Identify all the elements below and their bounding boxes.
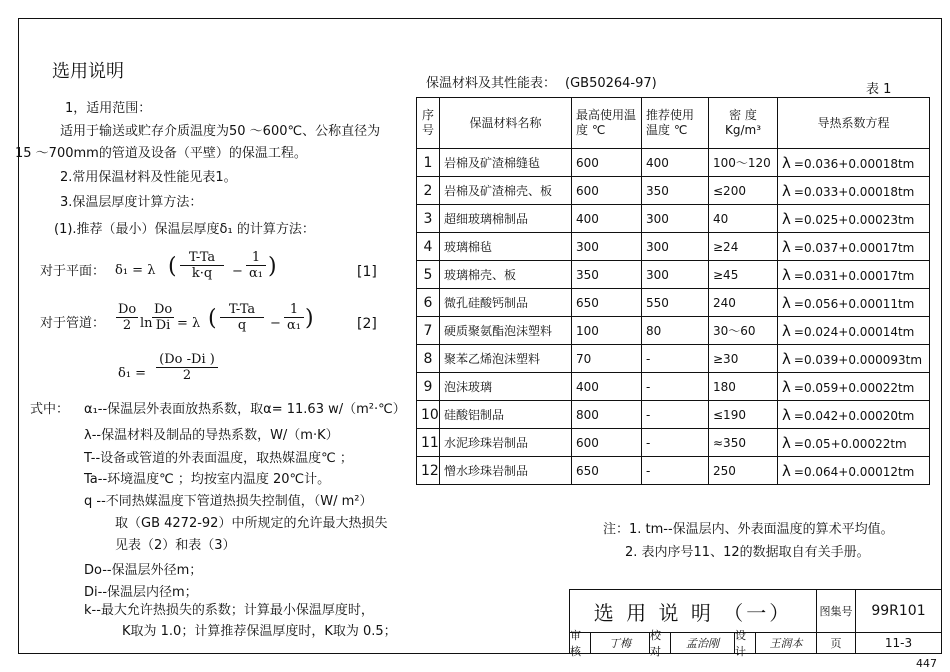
table-row bbox=[417, 205, 930, 233]
conductivity-expression: =0.037+0.00017tm bbox=[793, 240, 915, 255]
recommended-thickness-heading: (1).推荐（最小）保温层厚度δ₁ 的计算方法： bbox=[54, 222, 315, 237]
plane-num-2: 1 bbox=[246, 250, 266, 266]
page-label: 页 bbox=[816, 632, 856, 654]
row-max-temp: 800 bbox=[572, 401, 642, 429]
table-row bbox=[417, 149, 930, 177]
row-material-name: 憎水珍珠岩制品 bbox=[440, 457, 572, 485]
row-material-name: 微孔硅酸钙制品 bbox=[440, 289, 572, 317]
design-signature: 王润本 bbox=[755, 632, 817, 654]
col-density: 密 度 Kg/m³ bbox=[709, 98, 778, 149]
row-max-temp: 300 bbox=[572, 233, 642, 261]
def-q: q --不同热媒温度下管道热损失控制值，（W/ m²） bbox=[84, 494, 373, 509]
pipe-paren-open: ( bbox=[208, 306, 217, 331]
def-q-cont-1: 取（GB 4272-92）中所规定的允许最大热损失 bbox=[115, 516, 388, 531]
lambda-symbol: λ bbox=[782, 433, 791, 452]
plane-frac-2 bbox=[246, 250, 266, 281]
pipe-eq-sign: = λ bbox=[177, 316, 201, 331]
row-material-name: 硅酸铝制品 bbox=[440, 401, 572, 429]
row-density: ≤200 bbox=[709, 177, 778, 205]
col-conductivity: 导热系数方程 bbox=[778, 98, 930, 149]
row-density: 100～120 bbox=[709, 149, 778, 177]
pipe-do-2: Do bbox=[154, 302, 173, 317]
table-row bbox=[417, 401, 930, 429]
lambda-symbol: λ bbox=[782, 321, 791, 340]
row-conductivity-eq bbox=[778, 401, 930, 429]
atlas-number: 99R101 bbox=[855, 589, 942, 633]
pipe-num-1: T-Ta bbox=[220, 302, 264, 318]
pipe-eq-number: [2] bbox=[357, 316, 377, 332]
atlas-label: 图集号 bbox=[816, 589, 856, 633]
def-alpha: α₁--保温层外表面放热系数，取α= 11.63 w/（m²·℃） bbox=[84, 402, 406, 417]
conductivity-expression: =0.036+0.00018tm bbox=[793, 156, 915, 171]
row-max-temp: 350 bbox=[572, 261, 642, 289]
plane-minus: − bbox=[232, 264, 243, 279]
pipe-paren-close: ) bbox=[305, 306, 314, 331]
row-conductivity-eq bbox=[778, 289, 930, 317]
row-density: 40 bbox=[709, 205, 778, 233]
note-1: 注：1. tm--保温层内、外表面温度的算术平均值。 bbox=[603, 522, 894, 537]
row-rec-temp: - bbox=[642, 401, 709, 429]
lambda-symbol: λ bbox=[782, 293, 791, 312]
row-rec-temp: - bbox=[642, 457, 709, 485]
delta-lhs: δ₁ = bbox=[118, 366, 147, 381]
row-rec-temp: 300 bbox=[642, 205, 709, 233]
check-signature: 孟治刚 bbox=[670, 632, 735, 654]
row-no: 8 bbox=[417, 345, 440, 373]
row-conductivity-eq bbox=[778, 373, 930, 401]
row-conductivity-eq bbox=[778, 205, 930, 233]
conductivity-expression: =0.064+0.00012tm bbox=[793, 464, 915, 479]
review-signature: 丁梅 bbox=[590, 632, 650, 654]
row-rec-temp: 300 bbox=[642, 261, 709, 289]
row-density: 250 bbox=[709, 457, 778, 485]
lambda-symbol: λ bbox=[782, 461, 791, 480]
col-rec-temp: 推荐使用温度 ℃ bbox=[642, 98, 709, 149]
lambda-symbol: λ bbox=[782, 237, 791, 256]
row-no: 7 bbox=[417, 317, 440, 345]
lambda-symbol: λ bbox=[782, 209, 791, 228]
row-rec-temp: 300 bbox=[642, 233, 709, 261]
pipe-frac-1 bbox=[220, 302, 264, 333]
delta-den: 2 bbox=[182, 368, 192, 383]
pipe-di: Di bbox=[155, 318, 171, 333]
def-k-cont: K取为 1.0；计算推荐保温厚度时，K取为 0.5； bbox=[122, 624, 397, 639]
conductivity-expression: =0.056+0.00011tm bbox=[793, 296, 915, 311]
check-label: 校对 bbox=[649, 632, 671, 654]
plane-paren-close: ) bbox=[268, 254, 277, 279]
col-no: 序号 bbox=[417, 98, 440, 149]
design-label: 设计 bbox=[734, 632, 756, 654]
plane-label: 对于平面： bbox=[40, 264, 106, 279]
pipe-den-2: α₁ bbox=[287, 318, 301, 333]
plane-frac-1 bbox=[180, 250, 224, 281]
row-material-name: 泡沫玻璃 bbox=[440, 373, 572, 401]
lambda-symbol: λ bbox=[782, 153, 791, 172]
lambda-symbol: λ bbox=[782, 349, 791, 368]
scope-line-1: 适用于输送或贮存介质温度为50 ～600℃、公称直径为 bbox=[60, 124, 381, 139]
pipe-frac-2 bbox=[284, 302, 304, 333]
title-block bbox=[569, 589, 942, 658]
row-conductivity-eq bbox=[778, 317, 930, 345]
section-title: 选用说明 bbox=[52, 61, 124, 82]
row-density: ≈350 bbox=[709, 429, 778, 457]
def-lambda: λ--保温材料及制品的导热系数，W/（m·K） bbox=[84, 428, 339, 443]
table-row bbox=[417, 233, 930, 261]
row-conductivity-eq bbox=[778, 149, 930, 177]
row-density: 30～60 bbox=[709, 317, 778, 345]
table-row bbox=[417, 289, 930, 317]
pipe-frac-do2 bbox=[116, 302, 138, 333]
row-no: 10 bbox=[417, 401, 440, 429]
pipe-two: 2 bbox=[122, 318, 132, 333]
pipe-num-2: 1 bbox=[284, 302, 304, 318]
lambda-symbol: λ bbox=[782, 377, 791, 396]
row-density: ≥24 bbox=[709, 233, 778, 261]
table-header-row bbox=[417, 98, 930, 149]
row-material-name: 玻璃棉毡 bbox=[440, 233, 572, 261]
row-conductivity-eq bbox=[778, 261, 930, 289]
row-max-temp: 70 bbox=[572, 345, 642, 373]
row-max-temp: 100 bbox=[572, 317, 642, 345]
conductivity-expression: =0.031+0.00017tm bbox=[793, 268, 915, 283]
table-number: 表 1 bbox=[866, 82, 892, 97]
conductivity-expression: =0.033+0.00018tm bbox=[793, 184, 915, 199]
row-max-temp: 650 bbox=[572, 289, 642, 317]
table-row bbox=[417, 317, 930, 345]
row-conductivity-eq bbox=[778, 233, 930, 261]
row-rec-temp: - bbox=[642, 373, 709, 401]
row-material-name: 岩棉及矿渣棉缝毡 bbox=[440, 149, 572, 177]
row-material-name: 玻璃棉壳、板 bbox=[440, 261, 572, 289]
row-conductivity-eq bbox=[778, 345, 930, 373]
conductivity-expression: =0.025+0.00023tm bbox=[793, 212, 915, 227]
table-row bbox=[417, 177, 930, 205]
row-no: 2 bbox=[417, 177, 440, 205]
row-rec-temp: 80 bbox=[642, 317, 709, 345]
row-conductivity-eq bbox=[778, 177, 930, 205]
table-row bbox=[417, 261, 930, 289]
def-q-cont-2: 见表（2）和表（3） bbox=[115, 538, 236, 553]
def-k: k--最大允许热损失的系数；计算最小保温厚度时， bbox=[84, 603, 374, 618]
pipe-frac-dodi bbox=[152, 302, 174, 333]
pipe-ln: ln bbox=[140, 316, 153, 331]
table-standard: (GB50264-97) bbox=[565, 76, 657, 91]
row-density: ≥30 bbox=[709, 345, 778, 373]
row-rec-temp: 350 bbox=[642, 177, 709, 205]
row-material-name: 岩棉及矿渣棉壳、板 bbox=[440, 177, 572, 205]
conductivity-expression: =0.042+0.00020tm bbox=[793, 408, 915, 423]
row-no: 9 bbox=[417, 373, 440, 401]
scope-line-2: 15 ～700mm的管道及设备（平壁）的保温工程。 bbox=[15, 146, 307, 161]
row-material-name: 聚苯乙烯泡沫塑料 bbox=[440, 345, 572, 373]
conductivity-expression: =0.05+0.00022tm bbox=[793, 436, 907, 451]
page-number: 447 bbox=[916, 657, 937, 670]
lambda-symbol: λ bbox=[782, 265, 791, 284]
review-label: 审核 bbox=[569, 632, 591, 654]
row-no: 5 bbox=[417, 261, 440, 289]
row-conductivity-eq bbox=[778, 429, 930, 457]
def-di: Di--保温层内径m； bbox=[84, 585, 198, 600]
row-max-temp: 600 bbox=[572, 149, 642, 177]
table-row bbox=[417, 373, 930, 401]
row-material-name: 水泥珍珠岩制品 bbox=[440, 429, 572, 457]
row-rec-temp: - bbox=[642, 345, 709, 373]
materials-note: 2.常用保温材料及性能见表1。 bbox=[60, 170, 237, 185]
plane-num-1: T-Ta bbox=[180, 250, 224, 266]
table-row bbox=[417, 429, 930, 457]
row-density: 240 bbox=[709, 289, 778, 317]
def-ta: Ta--环境温度℃ ；均按室内温度 20℃计。 bbox=[84, 472, 331, 487]
plane-den-2: α₁ bbox=[249, 266, 263, 281]
pipe-label: 对于管道： bbox=[40, 316, 106, 331]
page-code: 11-3 bbox=[855, 632, 942, 654]
row-conductivity-eq bbox=[778, 457, 930, 485]
row-max-temp: 650 bbox=[572, 457, 642, 485]
def-t: T--设备或管道的外表面温度，取热媒温度℃ ； bbox=[84, 451, 353, 466]
where-label: 式中： bbox=[30, 402, 70, 417]
row-max-temp: 400 bbox=[572, 373, 642, 401]
thickness-method-heading: 3.保温层厚度计算方法： bbox=[60, 195, 203, 210]
col-max-temp: 最高使用温度 ℃ bbox=[572, 98, 642, 149]
row-no: 12 bbox=[417, 457, 440, 485]
row-rec-temp: 550 bbox=[642, 289, 709, 317]
row-no: 6 bbox=[417, 289, 440, 317]
table-row bbox=[417, 457, 930, 485]
pipe-den-1: q bbox=[237, 318, 247, 333]
plane-paren-open: ( bbox=[168, 254, 177, 279]
row-material-name: 硬质聚氨酯泡沫塑料 bbox=[440, 317, 572, 345]
conductivity-expression: =0.059+0.00022tm bbox=[793, 380, 915, 395]
row-max-temp: 400 bbox=[572, 205, 642, 233]
pipe-do: Do bbox=[118, 302, 137, 317]
conductivity-expression: =0.039+0.000093tm bbox=[793, 352, 923, 367]
plane-eq-number: [1] bbox=[357, 264, 377, 280]
pipe-minus: − bbox=[270, 316, 281, 331]
scope-heading: 1，适用范围： bbox=[65, 101, 152, 116]
materials-table bbox=[416, 97, 930, 485]
row-density: 180 bbox=[709, 373, 778, 401]
delta-frac bbox=[156, 352, 218, 383]
table-row bbox=[417, 345, 930, 373]
lambda-symbol: λ bbox=[782, 181, 791, 200]
row-max-temp: 600 bbox=[572, 177, 642, 205]
row-material-name: 超细玻璃棉制品 bbox=[440, 205, 572, 233]
row-density: ≥45 bbox=[709, 261, 778, 289]
row-no: 1 bbox=[417, 149, 440, 177]
lambda-symbol: λ bbox=[782, 405, 791, 424]
row-no: 4 bbox=[417, 233, 440, 261]
col-name: 保温材料名称 bbox=[440, 98, 572, 149]
drawing-title: 选 用 说 明 （一） bbox=[569, 589, 817, 633]
note-2: 2. 表内序号11、12的数据取自有关手册。 bbox=[625, 545, 870, 560]
row-density: ≤190 bbox=[709, 401, 778, 429]
row-max-temp: 600 bbox=[572, 429, 642, 457]
conductivity-expression: =0.024+0.00014tm bbox=[793, 324, 915, 339]
row-no: 3 bbox=[417, 205, 440, 233]
plane-eq-lhs: δ₁ = λ bbox=[115, 263, 156, 278]
row-no: 11 bbox=[417, 429, 440, 457]
def-do: Do--保温层外径m； bbox=[84, 563, 203, 578]
table-caption: 保温材料及其性能表： bbox=[426, 76, 557, 91]
row-rec-temp: - bbox=[642, 429, 709, 457]
delta-num: (Do -Di ) bbox=[156, 352, 218, 368]
row-rec-temp: 400 bbox=[642, 149, 709, 177]
plane-den-1: k·q bbox=[191, 266, 213, 281]
